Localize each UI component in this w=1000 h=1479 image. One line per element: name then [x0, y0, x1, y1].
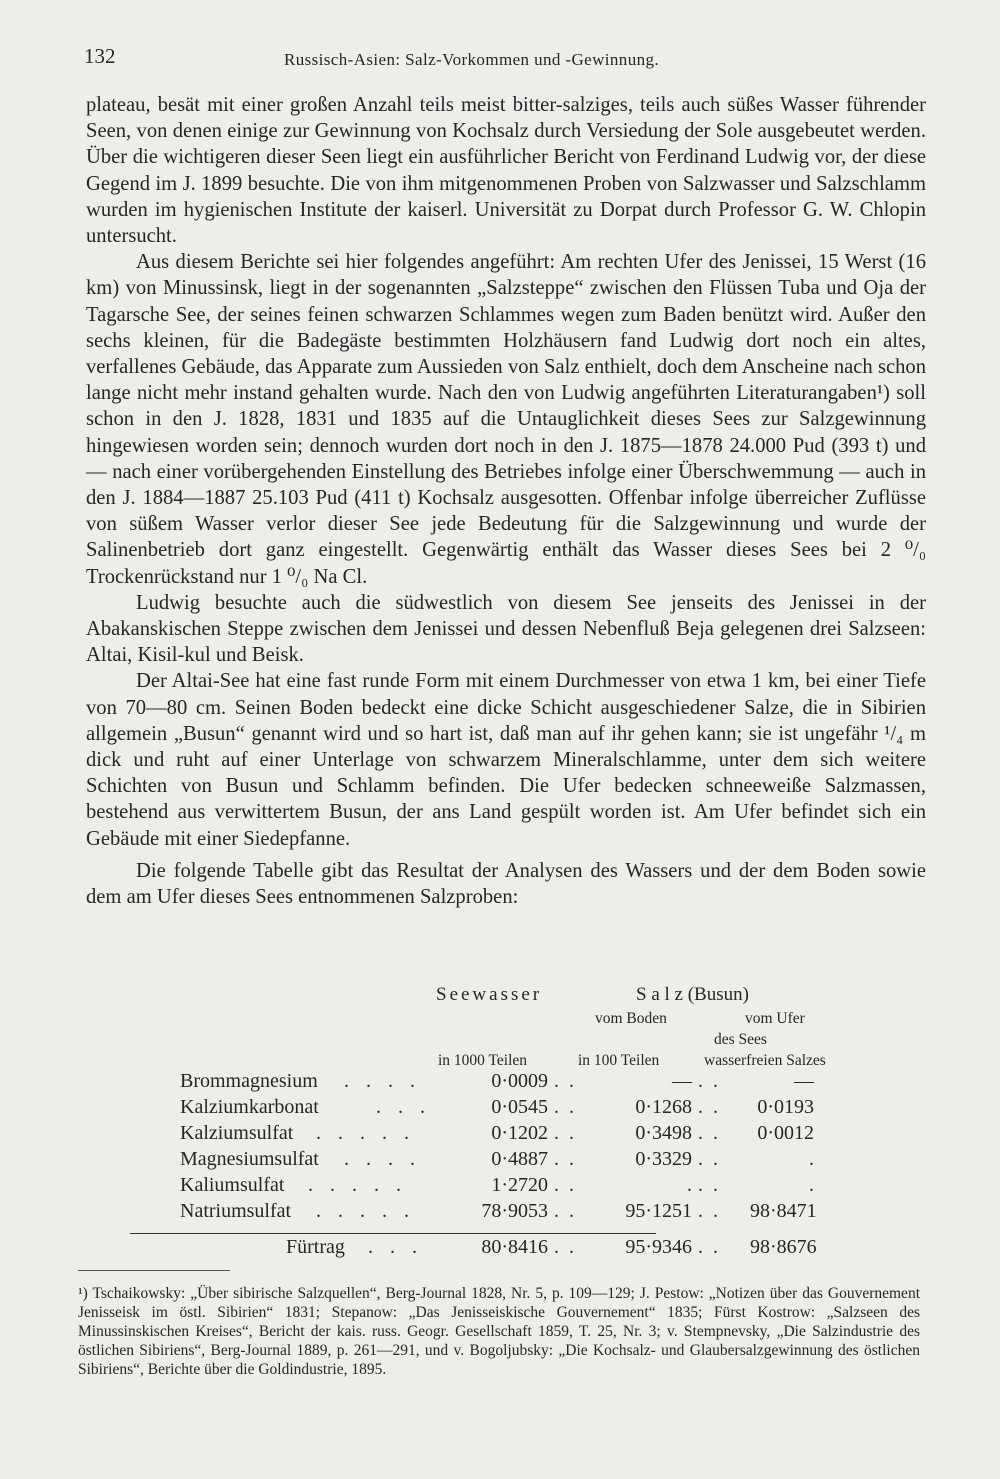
paragraph: Der Altai-See hat eine fast runde Form mit einem Durchmesser von etwa 1 km, bei einer Tiefe von 70—80 cm. Seinen Boden bedeckt eine dicke Schicht ausgeschiedener Salze, die in Sibirien allgemein „Busun“ genannt wird und so hart ist, daß man auf ihr gehen kann; sie ist ungefähr ¹/₄ m dick und ruht auf einer Unterlage von schwarzem Mineralschlamme, unter dem sich weitere Schichten von Busun und Schlamm befinden. Die Ufer bedecken schneeweiße Salzmassen, bestehend aus verwittertem Busun, der ans Land gespült worden ist. Am Ufer befindet sich ein Gebäude mit einer Siedepfanne. [86, 670, 926, 850]
table-row: Kalziumkarbonat . . . 0·0545 .. 0·1268 .. 0·0193 [180, 1096, 814, 1118]
row-label: Brommagnesium [180, 1070, 318, 1092]
cell-boden: — [672, 1070, 692, 1092]
running-title: Russisch-Asien: Salz-Vorkommen und -Gewinnung. [284, 50, 660, 69]
total-seewasser: 80·8416 [481, 1236, 548, 1258]
cell-boden: 0·3329 [635, 1148, 692, 1170]
paragraph: Die folgende Tabelle gibt das Resultat der Analysen des Wassers und der dem Boden sowie dem am Ufer dieses Sees entnommenen Salzproben: [86, 859, 926, 909]
cell-ufer: — [794, 1070, 814, 1092]
cell-seewasser: 0·4887 [491, 1148, 548, 1170]
cell-boden: 0·3498 [635, 1122, 692, 1144]
total-label: Fürtrag [286, 1236, 345, 1258]
cell-ufer: 0·0193 [757, 1096, 814, 1118]
footnote: ¹) Tschaikowsky: „Über sibirische Salzquellen“, Berg-Journal 1828, Nr. 5, p. 109—129; J. Pestow: „Notizen über das Gouvernement Jenisseisk im östl. Sibirien“ 1831; Stepanow: „Das Jenisseiskische Gouvernement“ 1835; Fürst Kostrow: „Salzseen des Minussinskischen Kreises“, Bericht der kais. russ. Geogr. Gesellschaft 1859, T. 25, Nr. 3; v. Stempnevsky, „Die Salzindustrie des östlichen Sibiriens“, Berg-Journal 1889, p. 261—291, und v. Bogoljubsky: „Die Kochsalz- und Glaubersalzgewinnung des östlichen Sibiriens“, Berichte über die Goldindustrie, 1895. [78, 1285, 920, 1378]
footnote-rule [78, 1270, 230, 1271]
column-sub-vom-ufer: vom Ufer [745, 1010, 805, 1027]
column-group-salz: S a l z (Busun) [636, 984, 749, 1005]
column-group-seewasser: Seewasser [436, 984, 543, 1005]
table-row: Natriumsulfat . . . . . 78·9053 .. 95·1251 .. 98·8471 [180, 1200, 817, 1222]
total-ufer: 98·8676 [750, 1236, 817, 1258]
paragraph: Aus diesem Berichte sei hier folgendes angeführt: Am rechten Ufer des Jenissei, 15 Werst (16 km) von Minussinsk, liegt in der sogenannten „Salzsteppe“ zwischen den Flüssen Tuba und Oja der Tagarsche See, der seines feinen schwarzen Schlammes wegen zum Baden benützt wird. Außer den sechs kleinen, für die Badegäste bestimmten Holzhäusern fand Ludwig dort noch ein altes, verfallenes Gebäude, das Apparate zum Aussieden von Salz enthielt, doch dem Anscheine nach schon lange nicht mehr instand gehalten wurde. Nach den von Ludwig angeführten Literaturangaben¹) soll schon in den J. 1828, 1831 und 1835 auf die Untauglichkeit dieses Sees zur Salzgewinnung hingewiesen worden sein; dennoch wurden dort noch in den J. 1875—1878 24.000 Pud (393 t) und — nach einer vorübergehenden Einstellung des Betriebes infolge einer Überschwemmung — auch in den J. 1884—1887 25.103 Pud (411 t) Kochsalz ausgesotten. Offenbar infolge überreicher Zuflüsse von süßem Wasser verlor dieser See jede Bedeutung für die Salzgewinnung und wurde der Salinenbetrieb dort ganz eingestellt. Gegenwärtig enthält das Wasser dieses Sees bei 2 ⁰/₀ Trockenrückstand nur 1 ⁰/₀ Na Cl. [86, 251, 926, 588]
table-row: Magnesiumsulfat . . . . 0·4887 .. 0·3329 .. . [180, 1148, 814, 1170]
cell-seewasser: 78·9053 [481, 1200, 548, 1222]
column-unit-100: in 100 Teilen [578, 1052, 660, 1069]
table-row: Brommagnesium . . . . 0·0009 .. — .. — [180, 1070, 814, 1092]
table-row: Kalziumsulfat . . . . . 0·1202 .. 0·3498 .. 0·0012 [180, 1122, 814, 1144]
cell-ufer: . [809, 1148, 814, 1170]
row-label: Natriumsulfat [180, 1200, 292, 1222]
cell-seewasser: 0·0009 [491, 1070, 548, 1092]
page-header [84, 44, 924, 74]
cell-seewasser: 0·0545 [491, 1096, 548, 1118]
column-unit-1000: in 1000 Teilen [438, 1052, 528, 1069]
cell-boden: 0·1268 [635, 1096, 692, 1118]
cell-seewasser: 1·2720 [491, 1174, 548, 1196]
column-sub-vom-boden: vom Boden [595, 1010, 667, 1027]
cell-boden: 95·1251 [625, 1200, 692, 1222]
table-total-row: Fürtrag . . . 80·8416 .. 95·9346 .. 98·8676 [286, 1236, 817, 1258]
page-number: 132 [84, 44, 116, 68]
paragraph: plateau, besät mit einer großen Anzahl teils meist bitter-salziges, teils auch süßes Wasser führender Seen, von denen einige zur Gewinnung von Kochsalz durch Versiedung der Sole ausgebeutet werden. Über die wichtigeren dieser Seen liegt ein ausführlicher Bericht von Ferdinand Ludwig vor, der diese Gegend im J. 1899 besuchte. Die von ihm mitgenommenen Proben von Salzwasser und Salzschlamm wurden im hygienischen Institute der kaiserl. Universität zu Dorpat durch Professor G. W. Chlopin untersucht. [86, 94, 926, 248]
cell-seewasser: 0·1202 [491, 1122, 548, 1144]
column-sub-des-sees: des Sees [714, 1031, 767, 1048]
table-header [80, 984, 940, 1074]
total-boden: 95·9346 [625, 1236, 692, 1258]
column-unit-wasserfrei: wasserfreien Salzes [704, 1052, 826, 1069]
cell-ufer: 0·0012 [757, 1122, 814, 1144]
table-row: Kaliumsulfat . . . . . 1·2720 .. . .. . [180, 1174, 814, 1196]
sum-rule [130, 1233, 656, 1234]
row-label: Kaliumsulfat [180, 1174, 285, 1196]
row-label: Kalziumkarbonat [180, 1096, 319, 1118]
row-label: Magnesiumsulfat [180, 1148, 319, 1170]
row-label: Kalziumsulfat [180, 1122, 294, 1144]
cell-ufer: . [809, 1174, 814, 1196]
cell-boden: . [687, 1174, 692, 1196]
body-text [86, 92, 926, 910]
paragraph: Ludwig besuchte auch die südwestlich von diesem See jenseits des Jenissei in der Abakanskischen Steppe zwischen dem Jenissei und dessen Nebenfluß Beja gelegenen drei Salzseen: Altai, Kisil-kul und Beisk. [86, 591, 926, 667]
cell-ufer: 98·8471 [750, 1200, 817, 1222]
